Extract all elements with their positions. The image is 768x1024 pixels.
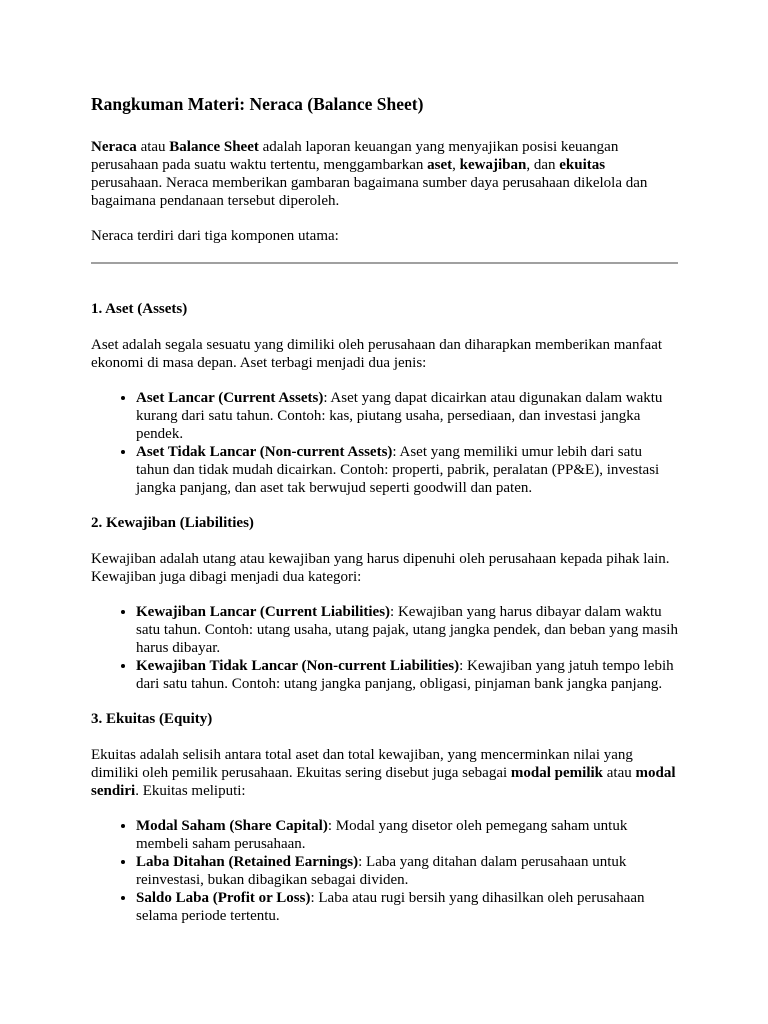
list-item — [136, 443, 678, 497]
list-item — [136, 603, 678, 657]
section-heading-aset: 1. Aset (Assets) — [91, 301, 188, 317]
horizontal-divider — [91, 262, 678, 264]
intro-term-ekuitas: ekuitas — [559, 157, 606, 173]
list-item — [136, 657, 678, 693]
list-item-term: Saldo Laba (Profit or Loss) — [136, 890, 311, 906]
list-item — [136, 853, 678, 889]
list-item-term: Aset Lancar (Current Assets) — [136, 390, 324, 406]
list-item-desc: : Aset yang dapat dicairkan atau digunakan dalam waktu kurang dari satu tahun. Contoh: kas, piutang usaha, persediaan, dan investasi jangka pendek. — [136, 390, 663, 442]
list-item — [136, 817, 678, 853]
section-body-aset: Aset adalah segala sesuatu yang dimiliki oleh perusahaan dan diharapkan memberikan manfaat ekonomi di masa depan. Aset terbagi menjadi dua jenis: — [91, 337, 663, 371]
term-modal-pemilik: modal pemilik — [510, 765, 604, 781]
list-item-desc: : Kewajiban yang jatuh tempo lebih dari satu tahun. Contoh: utang jangka panjang, obligasi, pinjaman bank jangka panjang. — [136, 658, 674, 692]
list-item-term: Laba Ditahan (Retained Earnings) — [136, 854, 359, 870]
section-heading-ekuitas: 3. Ekuitas (Equity) — [91, 711, 213, 727]
term-modal-sendiri: modal sendiri — [91, 765, 676, 799]
list-item-desc: : Laba atau rugi bersih yang dihasilkan oleh perusahaan selama periode tertentu. — [136, 890, 645, 924]
intro-term-balance-sheet: Balance Sheet — [169, 139, 259, 155]
section-heading-kewajiban: 2. Kewajiban (Liabilities) — [91, 515, 254, 531]
list-kewajiban — [91, 603, 678, 693]
list-item-desc: : Aset yang memiliki umur lebih dari satu tahun dan tidak mudah dicairkan. Contoh: properti, pabrik, peralatan (PP&E), investasi jangka panjang, dan aset tak berwujud seperti goodwill dan paten. — [136, 444, 660, 496]
list-aset — [91, 389, 678, 497]
intro-term-aset: aset — [427, 157, 453, 173]
list-item-term: Aset Tidak Lancar (Non-current Assets) — [136, 444, 393, 460]
section-body-kewajiban: Kewajiban adalah utang atau kewajiban yang harus dipenuhi oleh perusahaan kepada pihak lain. Kewajiban juga dibagi menjadi dua kategori: — [91, 551, 670, 585]
list-item-term: Kewajiban Lancar (Current Liabilities) — [136, 604, 391, 620]
intro-term-kewajiban: kewajiban — [459, 157, 527, 173]
page-title: Rangkuman Materi: Neraca (Balance Sheet) — [91, 94, 424, 114]
components-intro: Neraca terdiri dari tiga komponen utama: — [91, 228, 339, 244]
intro-term-neraca: Neraca — [91, 139, 137, 155]
intro-paragraph: Neraca atau Balance Sheet adalah laporan keuangan yang menyajikan posisi keuangan perusahaan pada suatu waktu tertentu, menggambarkan aset, kewajiban, dan ekuitas perusahaan. Neraca memberikan gambaran bagaimana sumber daya perusahaan dikelola dan bagaimana pendanaan tersebut diperoleh. — [91, 139, 648, 209]
list-item-desc: : Kewajiban yang harus dibayar dalam waktu satu tahun. Contoh: utang usaha, utang pajak, utang jangka pendek, dan beban yang masih harus dibayar. — [136, 604, 678, 656]
list-item — [136, 889, 678, 925]
list-item-desc: : Laba yang ditahan dalam perusahaan untuk reinvestasi, bukan dibagikan sebagai dividen. — [136, 854, 627, 888]
list-item-term: Modal Saham (Share Capital) — [136, 818, 328, 834]
list-ekuitas — [91, 817, 678, 925]
section-body-ekuitas: Ekuitas adalah selisih antara total aset dan total kewajiban, yang mencerminkan nilai yang dimiliki oleh pemilik perusahaan. Ekuitas sering disebut juga sebagai modal pemilik atau modal sendiri. Ekuitas meliputi: — [91, 747, 676, 799]
list-item-desc: : Modal yang disetor oleh pemegang saham untuk membeli saham perusahaan. — [136, 818, 628, 852]
list-item — [136, 389, 678, 443]
list-item-term: Kewajiban Tidak Lancar (Non-current Liabilities) — [136, 658, 460, 674]
